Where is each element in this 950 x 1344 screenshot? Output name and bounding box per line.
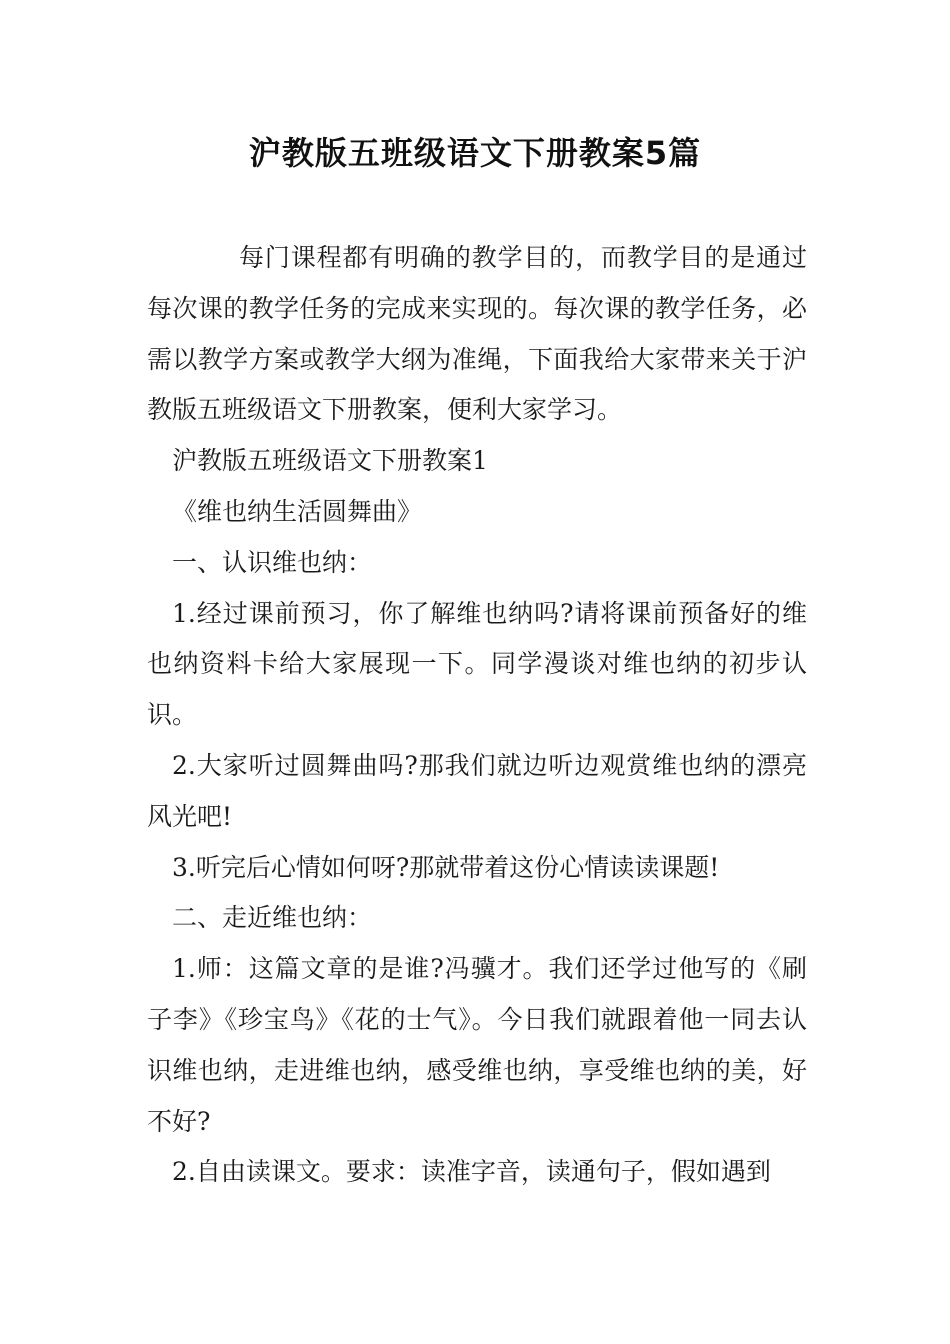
document-body <box>147 233 807 1198</box>
list-item: 2.自由读课文。要求：读准字音，读通句子，假如遇到 <box>172 1157 771 1187</box>
section-heading-1: 一、认识维也纳： <box>172 547 373 577</box>
list-item: 2.大家听过圆舞曲吗?那我们就边听边观赏维也纳的漂亮风光吧! <box>147 750 807 831</box>
lesson-heading: 沪教版五班级语文下册教案1 <box>172 446 488 476</box>
list-item: 1.经过课前预习，你了解维也纳吗?请将课前预备好的维也纳资料卡给大家展现一下。同学漫谈对维也纳的初步认识。 <box>147 598 807 730</box>
lesson-subtitle: 《维也纳生活圆舞曲》 <box>172 496 423 526</box>
document-title: 沪教版五班级语文下册教案5篇 <box>248 134 702 172</box>
section-heading-2: 二、走近维也纳： <box>172 903 373 933</box>
list-item: 3.听完后心情如何呀?那就带着这份心情读读课题! <box>172 852 720 882</box>
list-item: 1.师：这篇文章的是谁?冯骥才。我们还学过他写的《刷子李》《珍宝鸟》《花的士气》。今日我们就跟着他一同去认识维也纳，走进维也纳，感受维也纳，享受维也纳的美，好不好? <box>147 954 807 1136</box>
intro-paragraph: 每门课程都有明确的教学目的，而教学目的是通过每次课的教学任务的完成来实现的。每次课的教学任务，必需以教学方案或教学大纲为准绳，下面我给大家带来关于沪教版五班级语文下册教案，便利大家学习。 <box>147 243 807 425</box>
